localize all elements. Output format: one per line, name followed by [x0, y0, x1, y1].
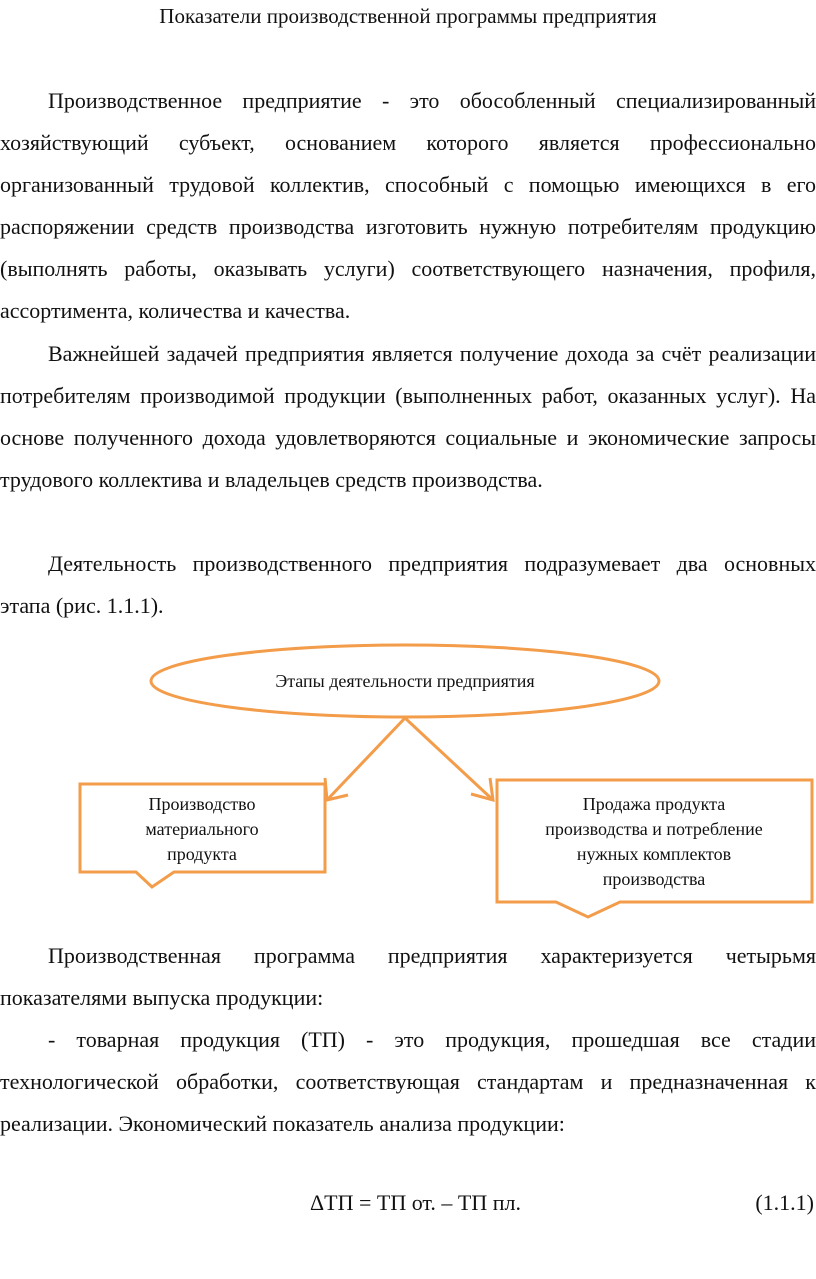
paragraph-commodity-output: - товарная продукция (ТП) - это продукция, прошедшая все стадии технологической обработки, соответствующая стандартам и предназначенная к реализации. Экономический показатель анализа продукции: [0, 1027, 816, 1136]
activity-stages-diagram [0, 640, 816, 940]
paragraph-activity-stages: Деятельность производственного предприятия подразумевает два основных этапа (рис. 1.1.1). [0, 551, 816, 618]
paragraph-enterprise-definition: Производственное предприятие - это обособленный специализированный хозяйствующий субъект, основанием которого является профессионально организованный трудовой коллектив, способный с помощью имеющихся в его распоряжении средств производства изготовить нужную потребителям продукцию (выполнять работы, оказывать услуги) соответствующего назначения, профиля, ассортимента, количества и качества. [0, 88, 816, 323]
right-box-line-4: производства [602, 869, 706, 889]
right-box-line-2: производства и потребление [545, 819, 763, 839]
ellipse-label: Этапы деятельности предприятия [275, 671, 535, 691]
left-box-line-1: Производство [148, 794, 256, 814]
paragraph-program-indicators: Производственная программа предприятия характеризуется четырьмя показателями выпуска продукции: [0, 943, 816, 1010]
formula-number: (1.1.1) [755, 1190, 814, 1215]
right-box-line-3: нужных комплектов [576, 844, 732, 864]
paragraph-main-task: Важнейшей задачей предприятия является получение дохода за счёт реализации потребителям производимой продукции (выполненных работ, оказанных услуг). На основе полученного дохода удовлетворяются социальные и экономические запросы трудового коллектива и владельцев средств производства. [0, 341, 816, 492]
left-box-line-3: продукта [167, 844, 237, 864]
page-title: Показатели производственной программы предприятия [159, 4, 657, 28]
arrow-right-line [405, 718, 493, 800]
formula-row [0, 1190, 816, 1230]
left-box-line-2: материального [145, 819, 259, 839]
right-box-line-1: Продажа продукта [582, 794, 726, 814]
arrow-left-line [327, 718, 405, 800]
formula-expression: ΔТП = ТП от. – ТП пл. [310, 1190, 521, 1215]
